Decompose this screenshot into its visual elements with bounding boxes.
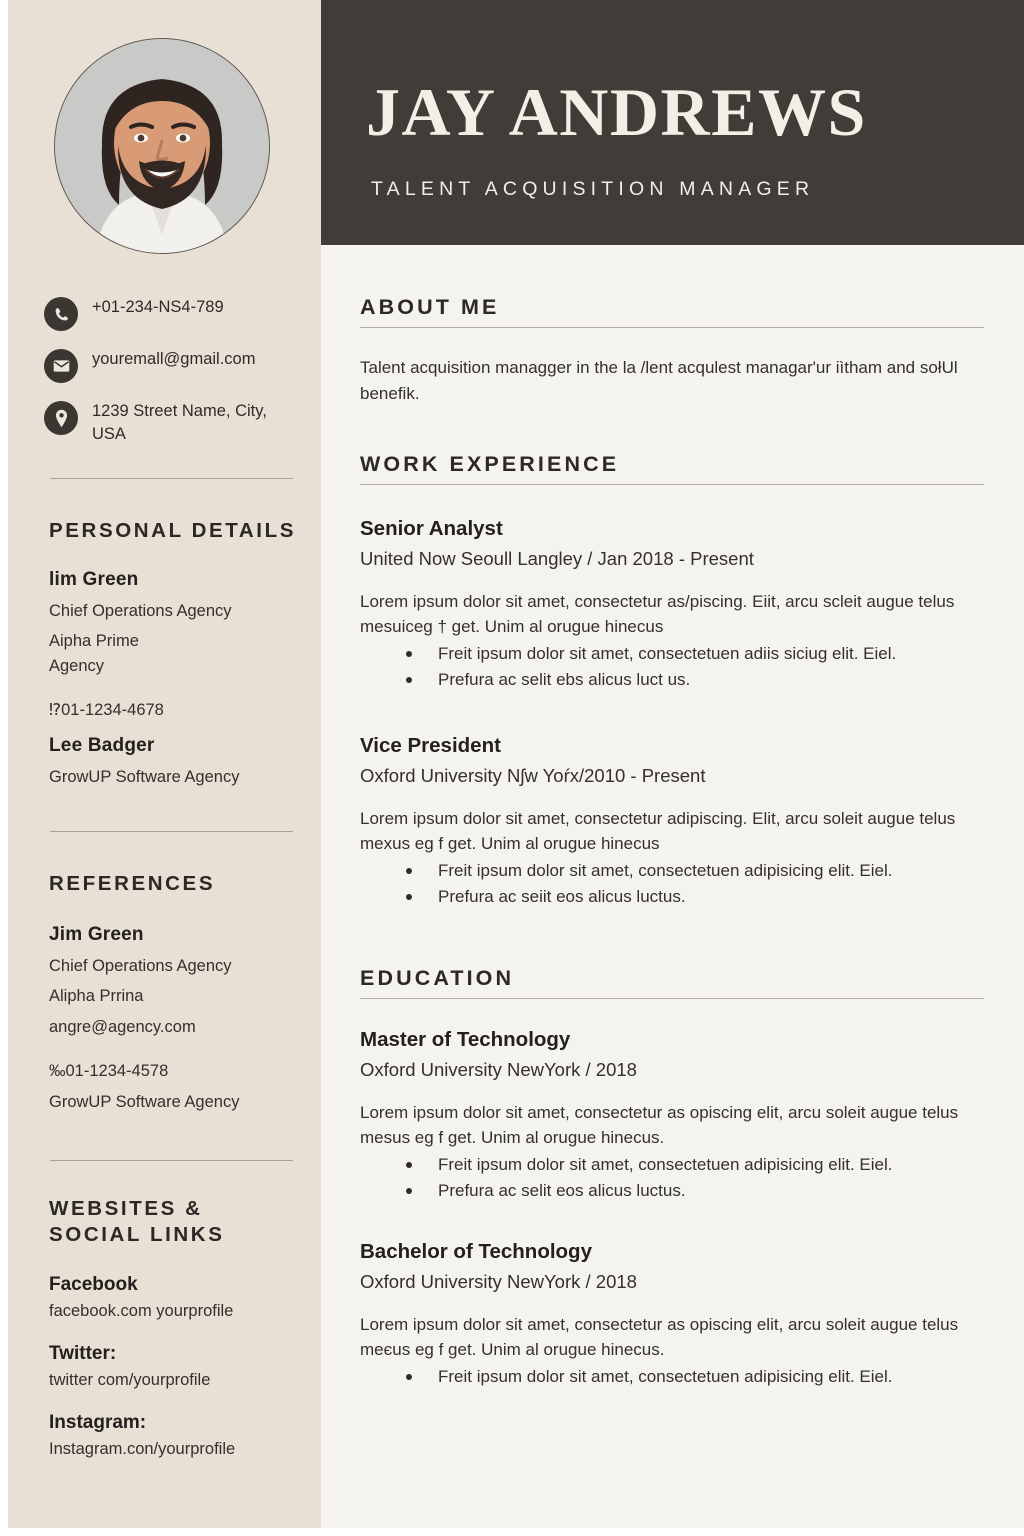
references-heading: REFERENCES	[49, 872, 216, 895]
references-entry-1	[49, 924, 304, 1120]
portrait-illustration	[55, 39, 269, 253]
job-bullet: Freit ipsum dolor sit amet, consectetuen adipisicing elit. Eiel.	[406, 858, 988, 884]
reference-company: Alipha Prrina	[49, 987, 144, 1006]
degree-bullet-list	[360, 1152, 988, 1204]
reference-phone: ‰01-1234-4578	[49, 1062, 169, 1081]
education-rule	[360, 998, 984, 999]
page-title: JAY ANDREWS	[366, 74, 867, 150]
social-url: Instagram.con/yourprofile	[49, 1440, 236, 1458]
contact-item-address[interactable]	[44, 400, 314, 447]
avatar	[54, 38, 268, 252]
social-link-facebook[interactable]	[49, 1274, 304, 1321]
degree-meta: Oxford University NewYork / 2018	[360, 1059, 637, 1080]
phone-number: +01-234-NS4-789	[92, 298, 224, 316]
sidebar-divider-2	[50, 831, 293, 832]
personal-details-entry-2	[49, 735, 304, 795]
social-links-list	[49, 1274, 304, 1481]
address-text: 1239 Street Name, City, USA	[92, 402, 267, 444]
job-title: Vice President	[360, 734, 501, 757]
personal-details-entry-1	[49, 569, 304, 729]
spacer	[49, 1045, 304, 1059]
work-entry-2	[360, 734, 988, 910]
job-bullet-list	[360, 641, 988, 693]
education-entry-2	[360, 1240, 988, 1390]
spacer	[49, 684, 304, 698]
reference-email: angre@agency.com	[49, 1017, 196, 1036]
social-url: twitter com/yourprofile	[49, 1371, 211, 1389]
education-heading: EDUCATION	[360, 966, 515, 990]
sidebar-divider-3	[50, 1160, 293, 1161]
location-icon	[44, 401, 78, 435]
job-bullet: Freit ipsum dolor sit amet, consectetuen adiiѕ siciug elit. Eiel.	[406, 641, 988, 667]
work-experience-heading: WORK EXPERIENCE	[360, 452, 620, 476]
job-bullet-list	[360, 858, 988, 910]
contact-company: GrowUP Software Agency	[49, 768, 240, 786]
job-bullet: Prefura ac seiit eos alicus luctus.	[406, 884, 988, 910]
contact-role: Chief Operations Agency	[49, 602, 232, 620]
degree-bullet-list	[360, 1364, 988, 1390]
main-content	[321, 245, 1024, 1528]
resume-page	[8, 0, 1024, 1528]
contact-company-line2: Agency	[49, 656, 105, 675]
work-entry-1	[360, 517, 988, 693]
degree-meta: Oxford University NewYork / 2018	[360, 1271, 637, 1292]
job-bullet: Prefura ac selit ebs alicus luct us.	[406, 667, 988, 693]
about-me-rule	[360, 327, 984, 328]
degree-bullet: Prefura ac selit eos alicus luctus.	[406, 1178, 988, 1204]
reference-name: Jim Green	[49, 924, 144, 945]
education-entry-1	[360, 1028, 988, 1204]
phone-icon	[44, 297, 78, 331]
social-title: Instagram:	[49, 1412, 147, 1433]
job-title: Senior Analyst	[360, 517, 503, 540]
job-meta: Oxford University Nʃw Yoŕx/2010 - Present	[360, 765, 706, 786]
degree-bullet: Freit ipsum dolor sit amet, consectetuen adipisicing elit. Eiel.	[406, 1364, 988, 1390]
sidebar	[8, 0, 321, 1528]
job-description: Lorem ipsum dolor sit amet, consectetur as/piscing. Eiit, arcu scleit augue telus meѕuiceg † get. Unim al orugue hinecus	[360, 592, 955, 637]
degree-description: Lorem ipsum dolor sit amet, consectetur as opiscing elit, arcu soleit augue telus meєus eg f get. Unim al orugue hinecus.	[360, 1315, 959, 1360]
sidebar-divider-1	[50, 478, 293, 479]
social-title: Twitter:	[49, 1343, 117, 1364]
websites-heading-line1: WEBSITES &	[49, 1197, 203, 1220]
degree-bullet: Freit ipsum dolor sit amet, consectetuen adipisicing elit. Eiel.	[406, 1152, 988, 1178]
social-url: facebook.com yourprofile	[49, 1302, 234, 1320]
about-me-heading: ABOUT ME	[360, 295, 500, 319]
header-banner	[321, 0, 1024, 245]
contact-item-email[interactable]	[44, 348, 314, 383]
social-link-twitter[interactable]	[49, 1343, 304, 1390]
about-me-text: Talent acquisition managger in the la /lent acqulest managar'ur iìtham and sołUl benefik.	[360, 358, 958, 403]
contact-name: lim Green	[49, 569, 139, 590]
contact-list	[44, 296, 314, 464]
email-icon	[44, 349, 78, 383]
reference-extra: GrowUP Software Agency	[49, 1092, 240, 1111]
social-link-instagram[interactable]	[49, 1412, 304, 1459]
reference-role: Chief Operations Agency	[49, 957, 232, 975]
degree-description: Lorem ipsum dolor sit amet, consectetur as opiscing elit, arcu soleit augue telus mesus eg f get. Unim al orugue hinecus.	[360, 1103, 959, 1148]
contact-phone: ⁉01-1234-4678	[49, 701, 164, 720]
contact-item-phone[interactable]	[44, 296, 314, 331]
contact-name: Lee Badger	[49, 735, 155, 756]
email-address: youremall@gmail.com	[92, 350, 256, 368]
degree-title: Master of Technology	[360, 1028, 571, 1051]
job-description: Lorem ipsum dolor sit amet, consectetur adipiscing. Elit, arcu soleit augue telus mexus eg f get. Unim al orugue hinecus	[360, 809, 956, 854]
degree-title: Bachelor of Technology	[360, 1240, 592, 1263]
social-title: Facebook	[49, 1274, 138, 1295]
websites-heading-line2: SOCIAL LINKS	[49, 1223, 225, 1246]
contact-company-line1: Aipha Prime	[49, 632, 139, 651]
job-title-subtitle: TALENT ACQUISITION MANAGER	[371, 178, 815, 200]
personal-details-heading: PERSONAL DETAILS	[49, 519, 297, 542]
job-meta: United Now Seoull Langley / Jan 2018 - Present	[360, 548, 754, 569]
work-experience-rule	[360, 484, 984, 485]
profile-photo	[54, 38, 270, 254]
